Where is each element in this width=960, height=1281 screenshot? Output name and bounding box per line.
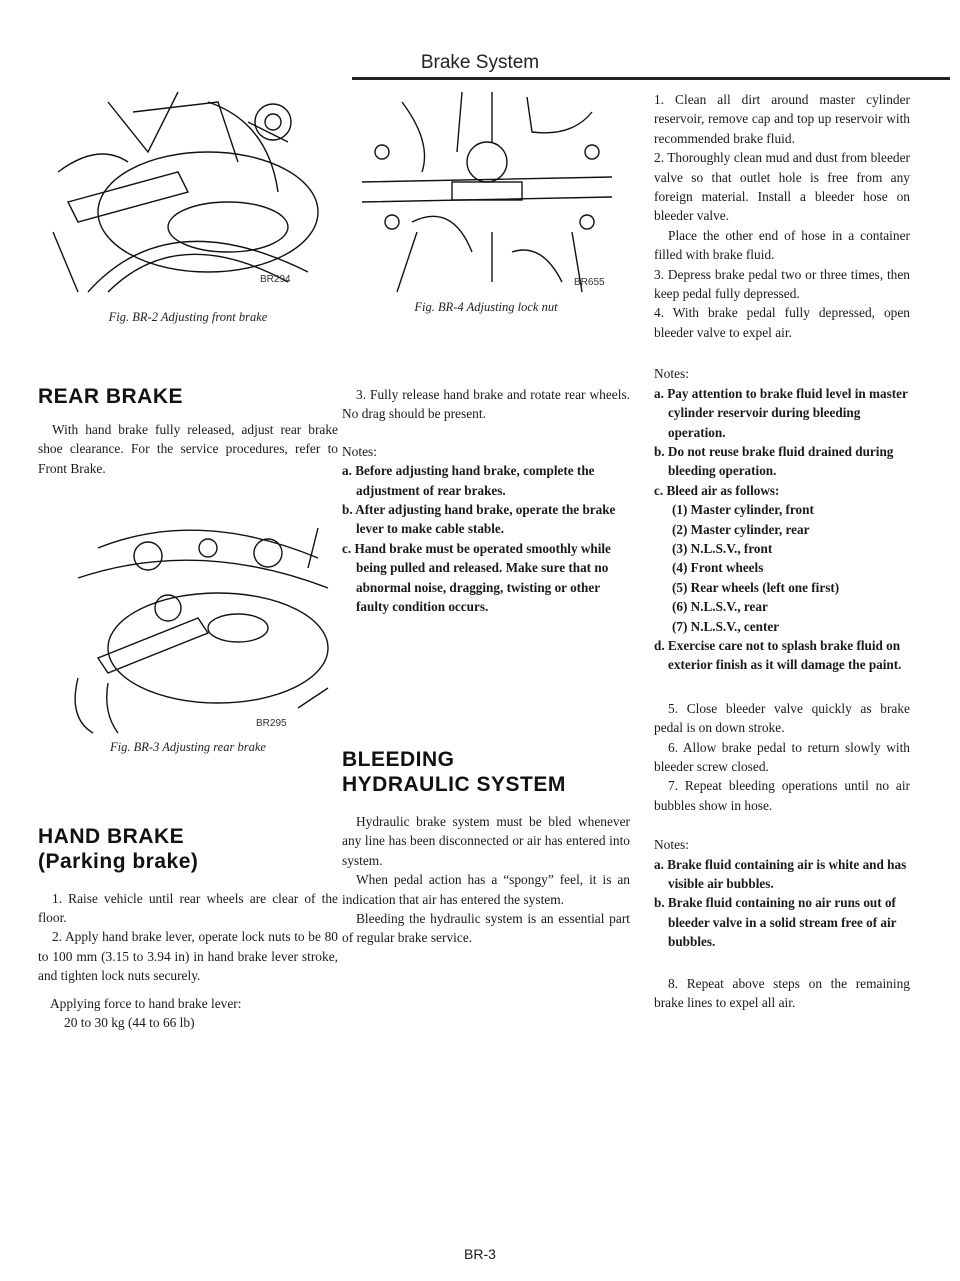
bleeding-step-8: 8. Repeat above steps on the remaining brake lines to expel all air. xyxy=(654,975,910,1011)
bleeding-note: b. Do not reuse brake fluid drained during bleeding operation. xyxy=(654,443,894,479)
hand-brake-step-1: 1. Raise vehicle until rear wheels are clear of the floor. xyxy=(38,890,338,925)
hand-brake-heading: HAND BRAKE xyxy=(38,824,185,848)
figure-br2 xyxy=(38,82,338,304)
bleeding-step-2: 2. Thoroughly clean mud and dust from bleeder valve so that outlet hole is free from any foreign material. Install a bleeder hose on bleeder valve. xyxy=(654,150,910,224)
bleed-order-item: (3) N.L.S.V., front xyxy=(672,540,773,556)
bleed-order-item: (2) Master cylinder, rear xyxy=(672,521,810,537)
bleed-order-item: (5) Rear wheels (left one first) xyxy=(672,579,840,595)
hand-brake-spec-value: 20 to 30 kg (44 to 66 lb) xyxy=(64,1014,195,1030)
hand-brake-step-3: 3. Fully release hand brake and rotate rear wheels. No drag should be present. xyxy=(342,387,630,422)
page-header-title: Brake System xyxy=(420,52,540,73)
figure-br4-code: BR655 xyxy=(574,277,605,288)
hand-brake-note: a. Before adjusting hand brake, complete the adjustment of rear brakes. xyxy=(342,463,595,498)
figure-br3-caption: Fig. BR-3 Adjusting rear brake xyxy=(110,739,266,754)
figure-br2-code: BR294 xyxy=(260,274,291,285)
bleeding-paragraph-2: When pedal action has a “spongy” feel, it is an indication that air has entered the system. xyxy=(342,872,630,907)
bleeding-paragraph-3: Bleeding the hydraulic system is an essential part of regular brake service. xyxy=(342,911,630,946)
rear-brake-heading: REAR BRAKE xyxy=(38,385,184,408)
hand-brake-notes-head: Notes: xyxy=(342,443,377,459)
left-column xyxy=(38,82,338,1032)
bleed-order-item: (7) N.L.S.V., center xyxy=(672,618,780,634)
rear-brake-illustration xyxy=(38,508,338,734)
figure-br2-caption: Fig. BR-2 Adjusting front brake xyxy=(108,310,268,324)
bleeding-step-6: 6. Allow brake pedal to return slowly with bleeder screw closed. xyxy=(654,739,910,774)
bleeding-step-1: 1. Clean all dirt around master cylinder reservoir, remove cap and top up reservoir with recommended brake fluid. xyxy=(654,92,910,146)
bleeding-step-5: 5. Close bleeder valve quickly as brake pedal is on down stroke. xyxy=(654,700,910,736)
right-column xyxy=(654,90,910,1012)
bleeding-step-7: 7. Repeat bleeding operations until no air bubbles show in hose. xyxy=(654,778,910,813)
bleeding-note: c. Bleed air as follows: xyxy=(654,482,780,498)
lock-nut-illustration xyxy=(342,82,630,294)
bleeding-note: d. Exercise care not to splash brake fluid on exterior finish as it will damage the paint. xyxy=(654,637,902,673)
page-number: BR-3 xyxy=(464,1246,496,1262)
figure-br4-caption: Fig. BR-4 Adjusting lock nut xyxy=(414,300,558,314)
bleed-order-item: (6) N.L.S.V., rear xyxy=(672,599,768,615)
bleeding-notes-head: Notes: xyxy=(654,366,689,382)
bleeding-note-2: a. Brake fluid containing air is white and has visible air bubbles. xyxy=(654,856,907,892)
bleeding-subheading: HYDRAULIC SYSTEM xyxy=(342,773,566,797)
front-brake-illustration xyxy=(38,82,338,304)
bleed-order-item: (4) Front wheels xyxy=(672,560,764,576)
bleeding-paragraph-1: Hydraulic brake system must be bled whenever any line has been disconnected or air has entered into system. xyxy=(342,814,630,868)
bleeding-note-2: b. Brake fluid containing no air runs out of bleeder valve in a solid stream free of air bubbles. xyxy=(654,895,897,950)
hand-brake-spec-label: Applying force to hand brake lever: xyxy=(50,995,242,1011)
bleeding-note: a. Pay attention to brake fluid level in master cylinder reservoir during bleeding operation. xyxy=(654,385,908,440)
hand-brake-note: b. After adjusting hand brake, operate the brake lever to make cable stable. xyxy=(342,502,616,537)
bleeding-step-4: 4. With brake pedal fully depressed, open bleeder valve to expel air. xyxy=(654,305,910,340)
bleeding-notes-2-head: Notes: xyxy=(654,837,689,853)
bleed-order-item: (1) Master cylinder, front xyxy=(672,502,814,518)
figure-br3-code: BR295 xyxy=(256,717,287,729)
hand-brake-note: c. Hand brake must be operated smoothly while being pulled and released. Make sure that no abnormal noise, dragging, twisting or other faulty condition occurs. xyxy=(342,540,611,615)
bleeding-heading: BLEEDING xyxy=(342,748,455,772)
figure-br3 xyxy=(38,508,338,734)
bleeding-step-3: 3. Depress brake pedal two or three times, then keep pedal fully depressed. xyxy=(654,266,910,302)
hand-brake-step-2: 2. Apply hand brake lever, operate lock nuts to be 80 to 100 mm (3.15 to 3.94 in) in hand brake lever stroke, and tighten lock nuts securely. xyxy=(38,929,338,984)
bleeding-step-2-cont: Place the other end of hose in a container filled with brake fluid. xyxy=(654,227,910,263)
figure-br4 xyxy=(342,82,630,294)
middle-column xyxy=(342,82,630,948)
rear-brake-body: With hand brake fully released, adjust rear brake shoe clearance. For the service procedures, refer to Front Brake. xyxy=(38,421,338,476)
hand-brake-subheading: (Parking brake) xyxy=(38,849,199,873)
header-rule xyxy=(352,77,950,80)
